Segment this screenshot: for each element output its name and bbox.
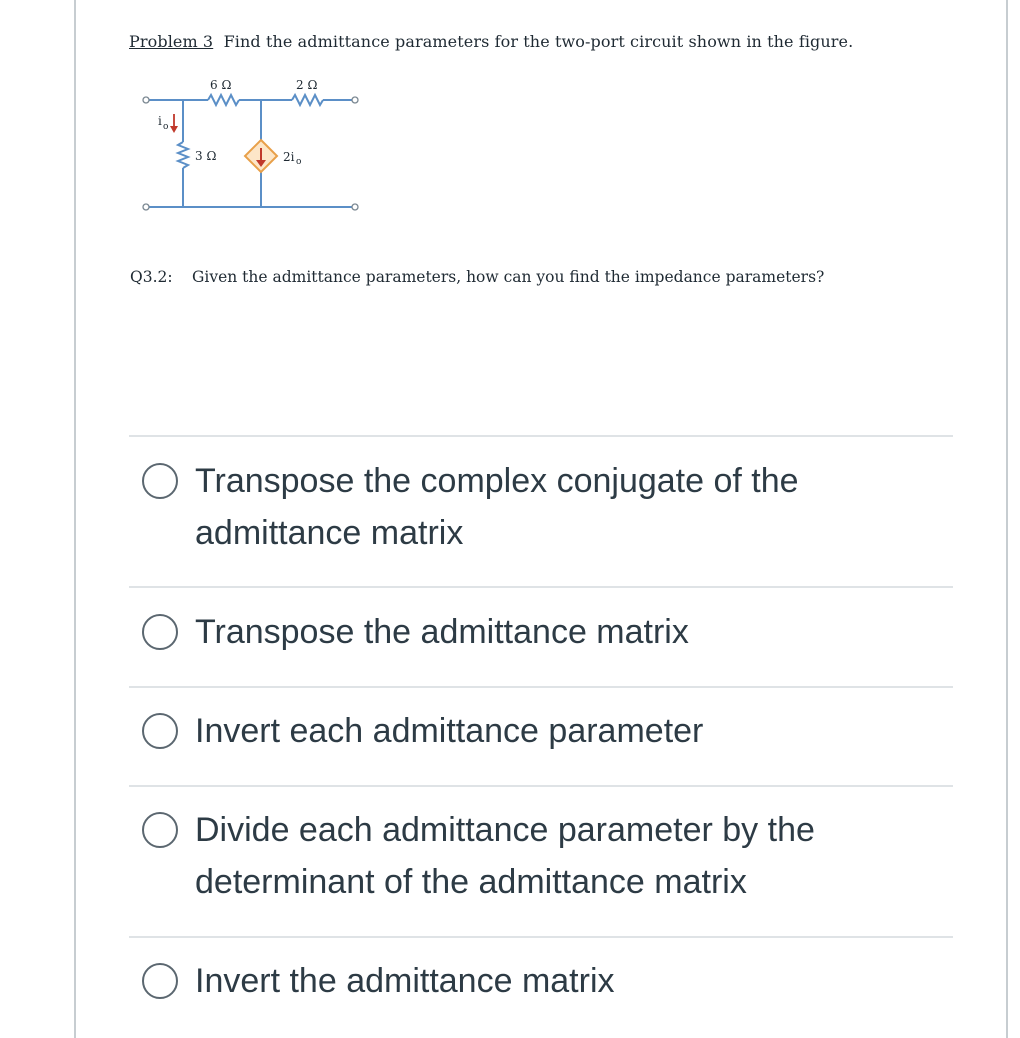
resistor-3ohm — [178, 142, 188, 168]
resistor-6ohm — [208, 95, 239, 105]
answer-option-1[interactable] — [142, 455, 942, 565]
radio-button-icon[interactable] — [142, 963, 178, 999]
content-frame-left-border — [74, 0, 76, 1038]
answer-divider — [129, 586, 953, 588]
terminal-1-minus — [143, 204, 149, 210]
radio-button-icon[interactable] — [142, 812, 178, 848]
r2-label: 2 Ω — [296, 78, 318, 92]
answer-option-label: Transpose the complex conjugate of the admittance matrix — [195, 462, 799, 552]
terminal-2-minus — [352, 204, 358, 210]
question-prompt — [130, 268, 824, 286]
answer-option-label: Invert the admittance matrix — [195, 962, 615, 1000]
content-frame-right-border — [1006, 0, 1008, 1038]
current-arrow-icon — [170, 126, 178, 133]
answer-option-5[interactable] — [142, 955, 942, 1015]
r3-label: 3 Ω — [195, 149, 217, 163]
question-text: Given the admittance parameters, how can you find the impedance parameters? — [192, 268, 825, 286]
r1-label: 6 Ω — [210, 78, 232, 92]
answer-option-2[interactable] — [142, 606, 942, 666]
terminal-1-plus — [143, 97, 149, 103]
question-number: Q3.2: — [130, 268, 173, 286]
answer-divider — [129, 686, 953, 688]
answer-divider — [129, 936, 953, 938]
radio-button-icon[interactable] — [142, 614, 178, 650]
answer-option-label: Transpose the admittance matrix — [195, 613, 689, 651]
problem-label: Problem 3 — [129, 32, 214, 51]
current-label-subscript: o — [163, 122, 169, 132]
source-label-subscript: o — [296, 157, 302, 167]
current-label: i — [158, 114, 162, 128]
circuit-diagram — [130, 70, 370, 220]
answer-option-4[interactable] — [142, 804, 942, 914]
radio-button-icon[interactable] — [142, 463, 178, 499]
problem-statement — [129, 32, 853, 51]
answer-divider — [129, 435, 953, 437]
answer-option-label: Invert each admittance parameter — [195, 712, 704, 750]
resistor-2ohm — [292, 95, 323, 105]
answer-divider — [129, 785, 953, 787]
answer-option-3[interactable] — [142, 705, 942, 765]
radio-button-icon[interactable] — [142, 713, 178, 749]
problem-text: Find the admittance parameters for the two-port circuit shown in the figure. — [223, 32, 854, 51]
terminal-2-plus — [352, 97, 358, 103]
source-label: 2i — [283, 150, 295, 164]
answer-option-label: Divide each admittance parameter by the determinant of the admittance matrix — [195, 811, 815, 901]
